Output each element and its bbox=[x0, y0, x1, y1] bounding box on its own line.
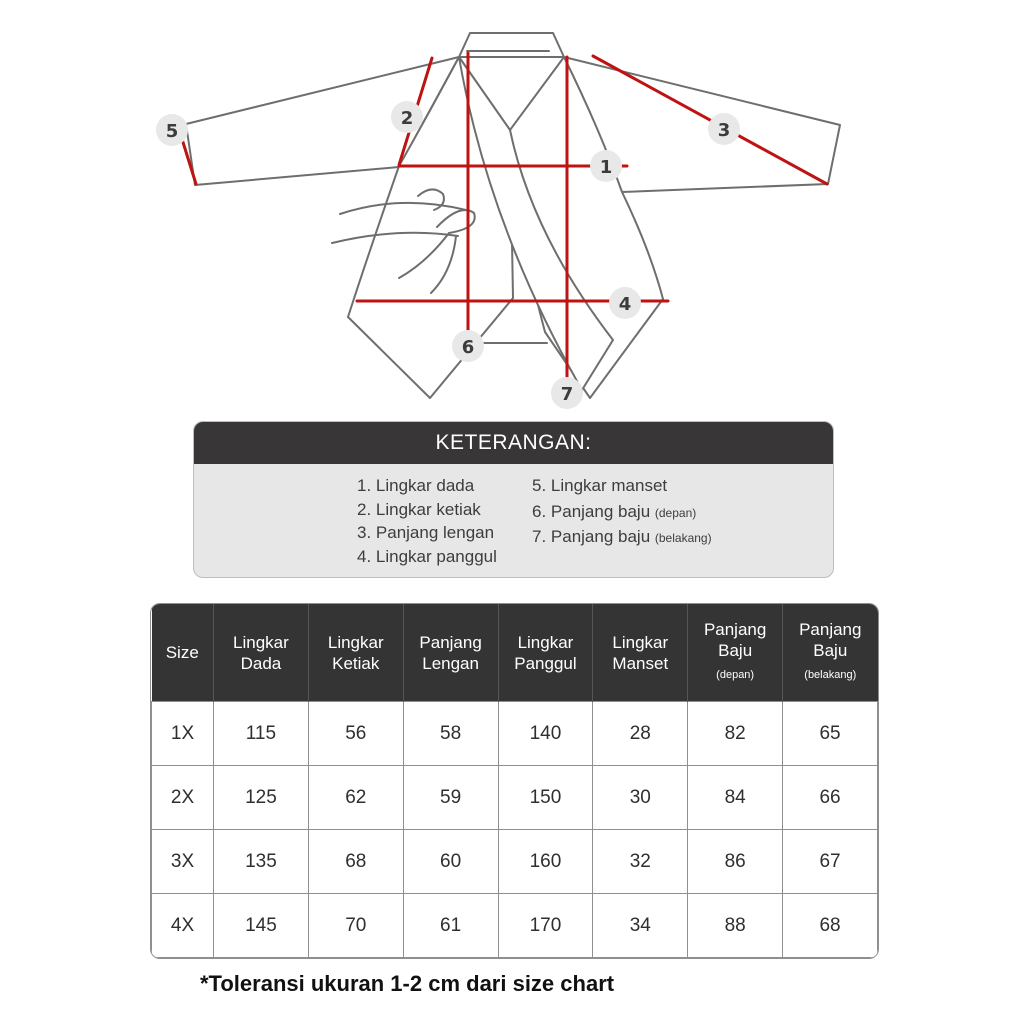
garment-outline bbox=[186, 33, 840, 398]
table-cell: 68 bbox=[783, 894, 878, 958]
table-cell: 59 bbox=[403, 766, 498, 830]
table-header-cell bbox=[152, 604, 214, 702]
table-row bbox=[152, 702, 878, 766]
marker-6-label: 6 bbox=[461, 337, 475, 358]
table-cell: 145 bbox=[214, 894, 309, 958]
table-header-row bbox=[152, 604, 878, 702]
header-line: Panjang bbox=[419, 632, 482, 652]
table-cell: 150 bbox=[498, 766, 593, 830]
legend-item-text: 6. Panjang baju bbox=[532, 501, 651, 521]
marker-4-label: 4 bbox=[618, 294, 632, 315]
legend-column-right bbox=[532, 474, 712, 551]
marker-2-label: 2 bbox=[400, 108, 414, 129]
table-cell: 58 bbox=[403, 702, 498, 766]
table-cell: 68 bbox=[308, 830, 403, 894]
table-cell: 1X bbox=[152, 702, 214, 766]
tolerance-note: *Toleransi ukuran 1-2 cm dari size chart bbox=[200, 971, 615, 996]
header-line: Dada bbox=[240, 653, 282, 673]
header-line: Lingkar bbox=[612, 632, 669, 652]
legend-item-sub: (depan) bbox=[654, 505, 697, 520]
table-cell: 67 bbox=[783, 830, 878, 894]
header-line: Baju bbox=[718, 641, 753, 660]
legend-item bbox=[532, 474, 712, 500]
header-line: Lingkar bbox=[517, 632, 574, 652]
table-cell: 84 bbox=[688, 766, 783, 830]
table-cell: 66 bbox=[783, 766, 878, 830]
marker-6 bbox=[452, 330, 484, 362]
legend-box bbox=[193, 421, 834, 578]
marker-1 bbox=[590, 150, 622, 182]
garment-diagram bbox=[0, 0, 1024, 418]
table-row bbox=[152, 830, 878, 894]
legend-item: 3. Panjang lengan bbox=[357, 523, 495, 542]
table-cell: 30 bbox=[593, 766, 688, 830]
table-cell: 125 bbox=[214, 766, 309, 830]
header-line: Panjang bbox=[799, 620, 862, 639]
legend-item-text: 5. Lingkar manset bbox=[532, 476, 668, 495]
table-cell: 2X bbox=[152, 766, 214, 830]
table-cell: 86 bbox=[688, 830, 783, 894]
header-subtext: (depan) bbox=[716, 669, 755, 681]
marker-5-label: 5 bbox=[165, 121, 179, 142]
table-cell: 62 bbox=[308, 766, 403, 830]
table-row bbox=[152, 894, 878, 958]
header-line: Ketiak bbox=[332, 653, 380, 673]
header-line: Panggul bbox=[514, 653, 577, 673]
marker-2 bbox=[391, 101, 423, 133]
table-row bbox=[152, 766, 878, 830]
legend-item bbox=[532, 500, 712, 526]
table-cell: 70 bbox=[308, 894, 403, 958]
table-cell: 61 bbox=[403, 894, 498, 958]
legend-item-text: 7. Panjang baju bbox=[532, 527, 651, 546]
header-line: Lengan bbox=[422, 653, 479, 673]
header-line: Size bbox=[165, 643, 199, 662]
legend-body bbox=[194, 464, 833, 577]
back-collar bbox=[459, 33, 564, 57]
size-table bbox=[150, 603, 879, 959]
legend-item: 2. Lingkar ketiak bbox=[357, 499, 481, 519]
table-cell: 32 bbox=[593, 830, 688, 894]
table-cell: 170 bbox=[498, 894, 593, 958]
table-header-cell bbox=[688, 604, 783, 702]
table-cell: 88 bbox=[688, 894, 783, 958]
table-cell: 135 bbox=[214, 830, 309, 894]
table-cell: 65 bbox=[783, 702, 878, 766]
table-header-cell bbox=[783, 604, 878, 702]
marker-7-label: 7 bbox=[560, 384, 574, 405]
legend-item bbox=[532, 525, 712, 551]
header-line: Panjang bbox=[703, 620, 767, 639]
table-cell: 60 bbox=[403, 830, 498, 894]
table-header-cell bbox=[593, 604, 688, 702]
table-cell: 56 bbox=[308, 702, 403, 766]
table-cell: 82 bbox=[688, 702, 783, 766]
table-cell: 160 bbox=[498, 830, 593, 894]
marker-7 bbox=[551, 377, 583, 409]
table-header-cell bbox=[308, 604, 403, 702]
header-line: Manset bbox=[612, 653, 669, 673]
table-cell: 115 bbox=[214, 702, 309, 766]
marker-3 bbox=[708, 113, 740, 145]
legend-item: 1. Lingkar dada bbox=[357, 476, 475, 495]
table-header-cell bbox=[214, 604, 309, 702]
table-cell: 140 bbox=[498, 702, 593, 766]
header-line: Lingkar bbox=[327, 632, 384, 652]
marker-3-label: 3 bbox=[717, 120, 731, 141]
table-header-cell bbox=[498, 604, 593, 702]
table-cell: 34 bbox=[593, 894, 688, 958]
header-line: Lingkar bbox=[233, 632, 289, 652]
header-line: Baju bbox=[813, 641, 848, 660]
header-subtext: (belakang) bbox=[804, 669, 857, 681]
table-header-cell bbox=[403, 604, 498, 702]
marker-5 bbox=[156, 114, 188, 146]
legend-column-left bbox=[357, 474, 497, 568]
table-cell: 4X bbox=[152, 894, 214, 958]
marker-1-label: 1 bbox=[599, 157, 613, 178]
legend-title: KETERANGAN: bbox=[194, 422, 833, 464]
legend-item-sub: (belakang) bbox=[654, 531, 712, 545]
marker-4 bbox=[609, 287, 641, 319]
legend-item: 4. Lingkar panggul bbox=[357, 546, 497, 566]
table-cell: 28 bbox=[593, 702, 688, 766]
table-cell: 3X bbox=[152, 830, 214, 894]
